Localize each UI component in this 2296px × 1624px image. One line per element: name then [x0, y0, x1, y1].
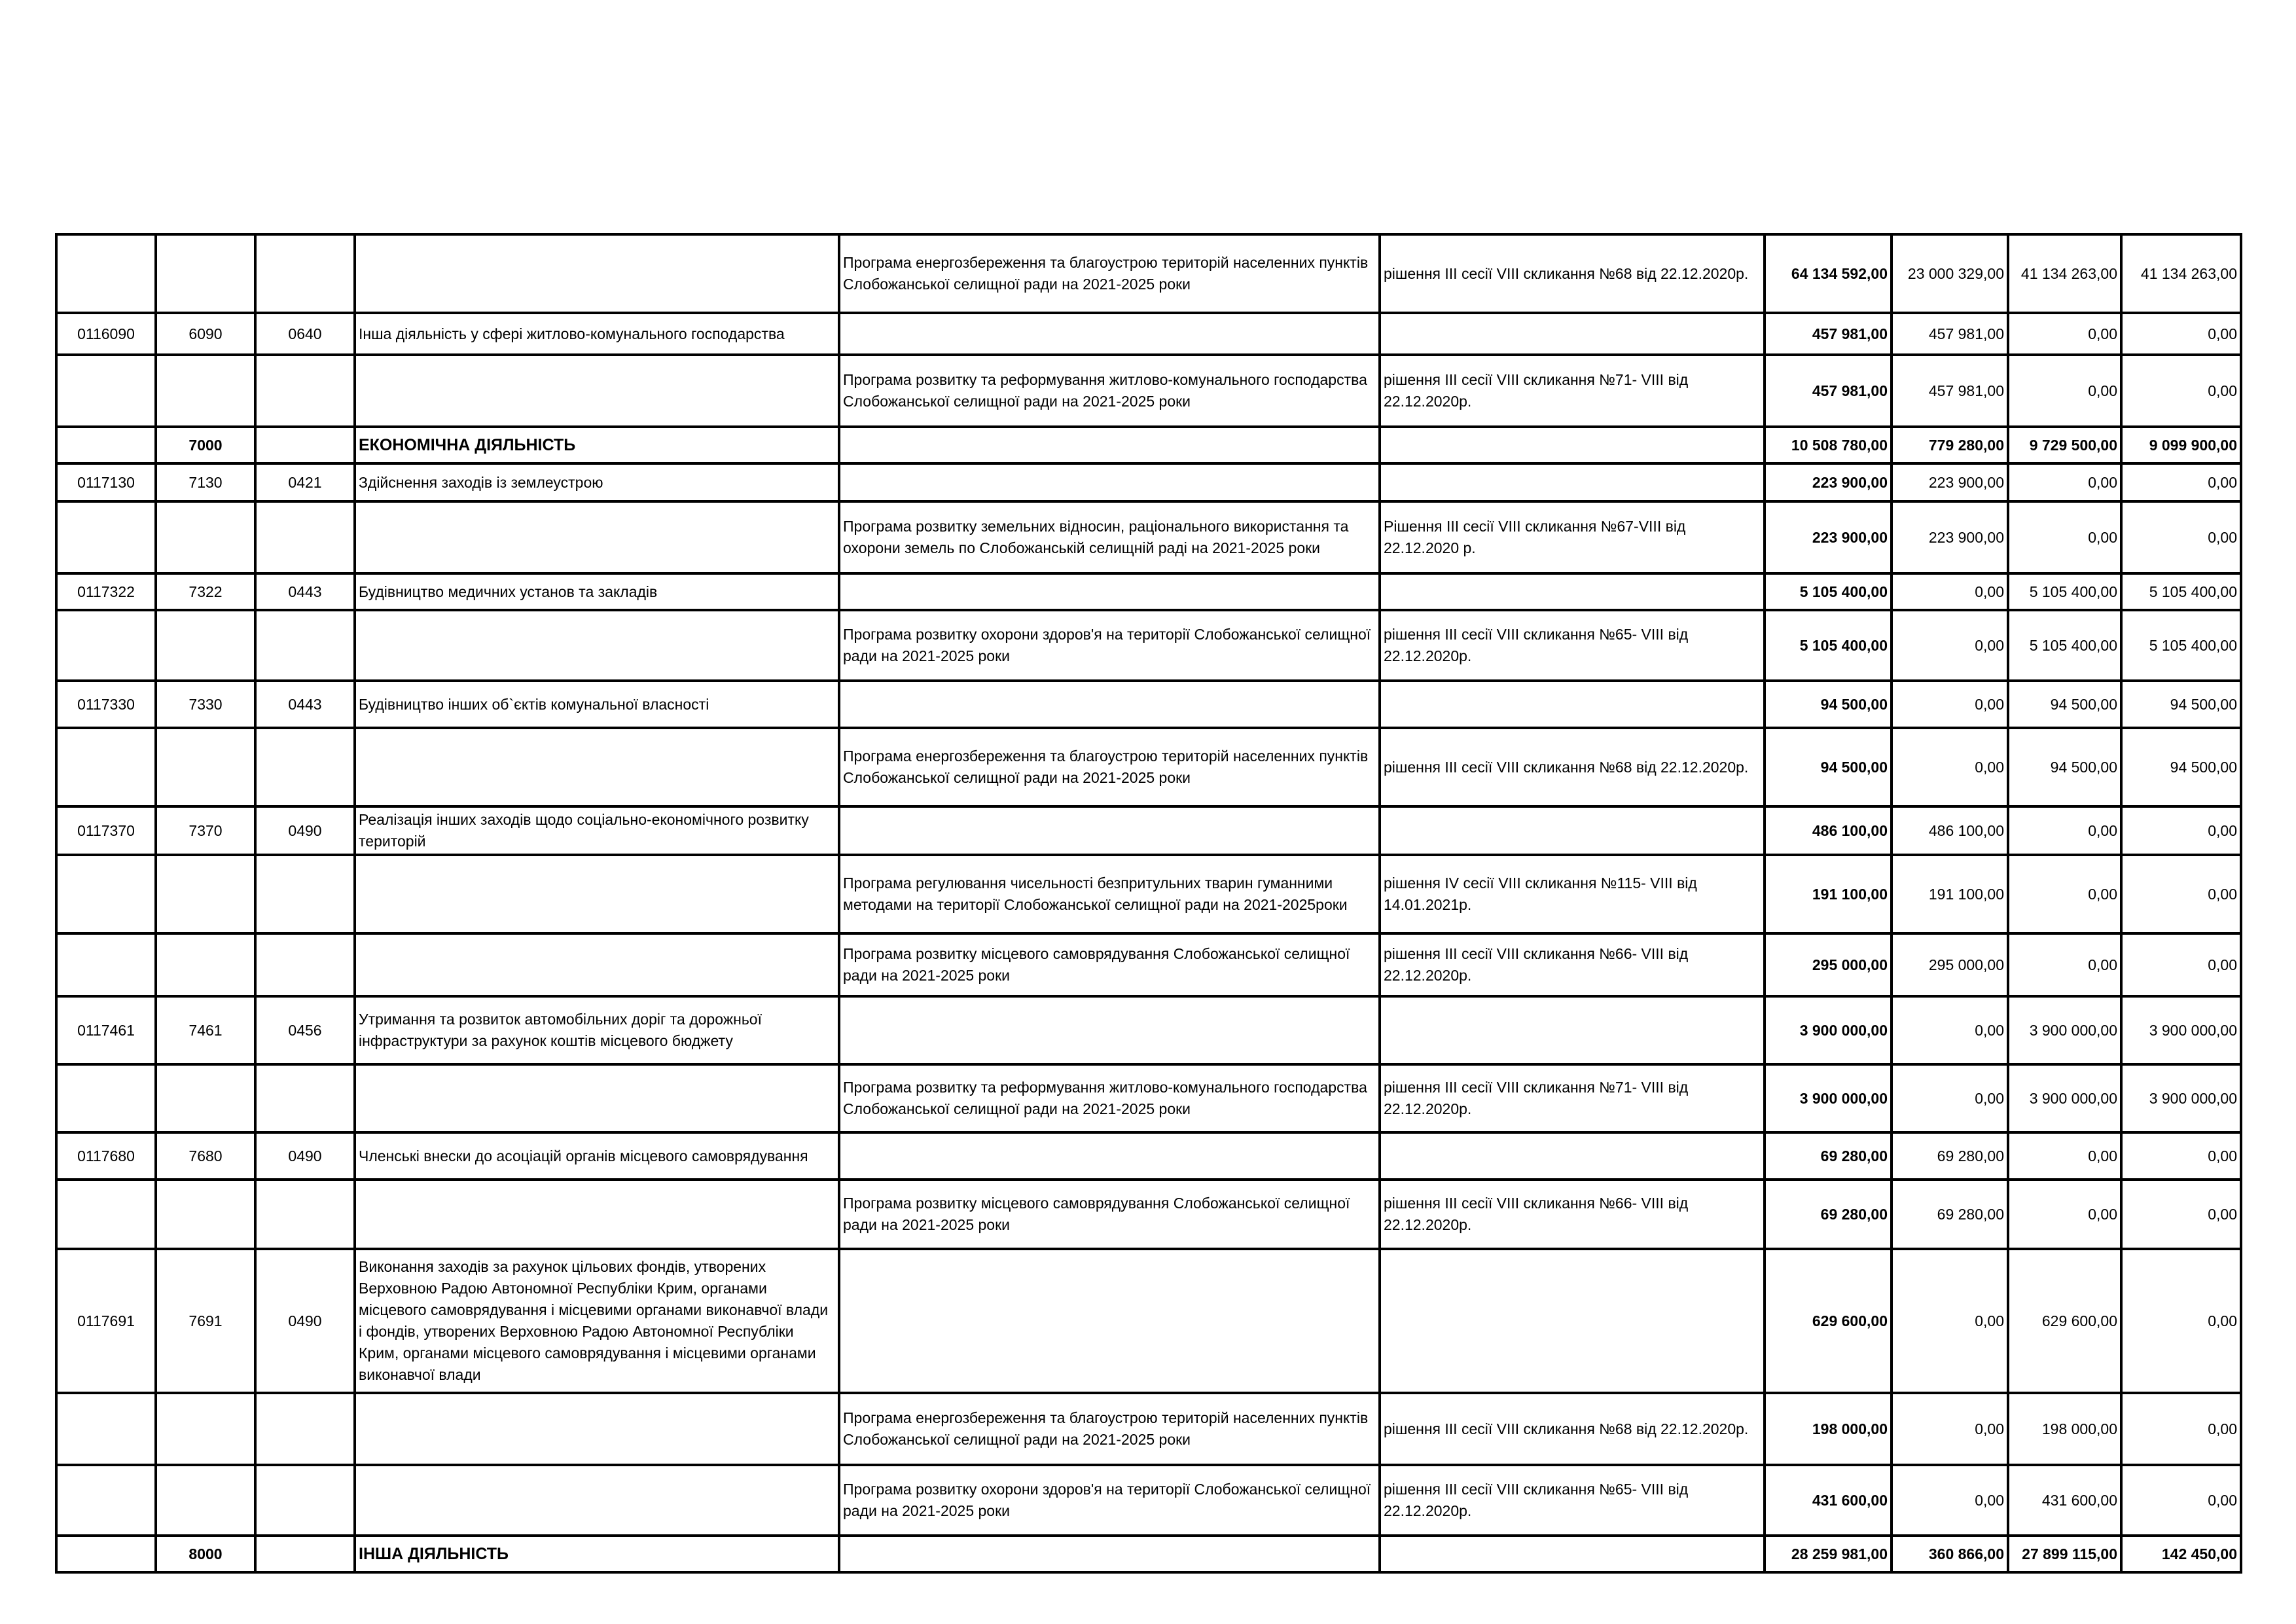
special-fund-cell: 0,00 — [2008, 313, 2121, 355]
kpkvk-code-cell — [56, 610, 156, 681]
local-program-cell — [839, 463, 1380, 501]
special-fund-cell: 5 105 400,00 — [2008, 610, 2121, 681]
general-fund-cell: 69 280,00 — [1892, 1132, 2008, 1180]
program-name-cell: Здійснення заходів із землеустрою — [355, 463, 839, 501]
development-budget-cell: 5 105 400,00 — [2121, 610, 2241, 681]
special-fund-cell: 0,00 — [2008, 1132, 2121, 1180]
approval-decision-cell: Рішення ІІІ сесії VIIІ скликання №67-VIII від 22.12.2020 р. — [1380, 501, 1765, 573]
local-program-cell: Програма розвитку місцевого самоврядування Слобожанської селищної ради на 2021-2025 роки — [839, 933, 1380, 996]
kfkvk-code-cell: 0640 — [255, 313, 355, 355]
kpkvk-code-cell — [56, 855, 156, 933]
local-program-cell — [839, 313, 1380, 355]
local-program-cell: Програма енергозбереження та благоустрою територій населенних пунктів Слобожанської селищної ради на 2021-2025 роки — [839, 1393, 1380, 1465]
kpkvk-code-cell: 0117691 — [56, 1249, 156, 1393]
approval-decision-cell: рішення ІІІ сесії VIIІ скликання №71- VIII від 22.12.2020р. — [1380, 355, 1765, 427]
kpkvk-type-cell: 7370 — [156, 806, 255, 855]
general-fund-cell: 0,00 — [1892, 573, 2008, 610]
kpkvk-code-cell: 0117370 — [56, 806, 156, 855]
kfkvk-code-cell: 0443 — [255, 681, 355, 728]
local-program-cell — [839, 806, 1380, 855]
kfkvk-code-cell: 0490 — [255, 1132, 355, 1180]
total-amount-cell: 64 134 592,00 — [1765, 234, 1892, 313]
development-budget-cell: 41 134 263,00 — [2121, 234, 2241, 313]
table-row — [56, 463, 2241, 501]
special-fund-cell: 5 105 400,00 — [2008, 573, 2121, 610]
total-amount-cell: 10 508 780,00 — [1765, 427, 1892, 463]
development-budget-cell: 0,00 — [2121, 463, 2241, 501]
special-fund-cell: 41 134 263,00 — [2008, 234, 2121, 313]
approval-decision-cell: рішення ІІІ сесії VIIІ скликання №66- VIII від 22.12.2020р. — [1380, 933, 1765, 996]
program-name-cell: Будівництво інших об`єктів комунальної власності — [355, 681, 839, 728]
table-row — [56, 355, 2241, 427]
general-fund-cell: 486 100,00 — [1892, 806, 2008, 855]
table-row — [56, 806, 2241, 855]
approval-decision-cell — [1380, 573, 1765, 610]
program-name-cell: Реалізація інших заходів щодо соціально-економічного розвитку територій — [355, 806, 839, 855]
table-row — [56, 1180, 2241, 1249]
kfkvk-code-cell — [255, 501, 355, 573]
kpkvk-code-cell: 0117322 — [56, 573, 156, 610]
approval-decision-cell: рішення ІІІ сесії VIIІ скликання №65- VIII від 22.12.2020р. — [1380, 1465, 1765, 1536]
special-fund-cell: 0,00 — [2008, 1180, 2121, 1249]
program-name-cell — [355, 610, 839, 681]
special-fund-cell: 3 900 000,00 — [2008, 1064, 2121, 1132]
kpkvk-type-cell: 7130 — [156, 463, 255, 501]
general-fund-cell: 0,00 — [1892, 728, 2008, 806]
special-fund-cell: 198 000,00 — [2008, 1393, 2121, 1465]
local-program-cell — [839, 1132, 1380, 1180]
general-fund-cell: 23 000 329,00 — [1892, 234, 2008, 313]
total-amount-cell: 69 280,00 — [1765, 1132, 1892, 1180]
program-name-cell: Інша діяльність у сфері житлово-комунального господарства — [355, 313, 839, 355]
total-amount-cell: 191 100,00 — [1765, 855, 1892, 933]
table-row — [56, 1064, 2241, 1132]
special-fund-cell: 431 600,00 — [2008, 1465, 2121, 1536]
approval-decision-cell — [1380, 996, 1765, 1064]
special-fund-cell: 0,00 — [2008, 355, 2121, 427]
kfkvk-code-cell — [255, 933, 355, 996]
kfkvk-code-cell: 0490 — [255, 1249, 355, 1393]
approval-decision-cell — [1380, 1536, 1765, 1572]
special-fund-cell: 9 729 500,00 — [2008, 427, 2121, 463]
total-amount-cell: 3 900 000,00 — [1765, 1064, 1892, 1132]
development-budget-cell: 94 500,00 — [2121, 728, 2241, 806]
table-row — [56, 728, 2241, 806]
general-fund-cell: 191 100,00 — [1892, 855, 2008, 933]
special-fund-cell: 3 900 000,00 — [2008, 996, 2121, 1064]
local-program-cell: Програма енергозбереження та благоустрою територій населенних пунктів Слобожанської селищної ради на 2021-2025 роки — [839, 728, 1380, 806]
special-fund-cell: 0,00 — [2008, 933, 2121, 996]
local-program-cell: Програма регулювання чисельності безпритульних тварин гуманними методами на території Слобожанської селищної ради на 2021-2025роки — [839, 855, 1380, 933]
general-fund-cell: 0,00 — [1892, 996, 2008, 1064]
general-fund-cell: 0,00 — [1892, 1393, 2008, 1465]
kpkvk-code-cell — [56, 1180, 156, 1249]
kpkvk-code-cell — [56, 355, 156, 427]
kpkvk-type-cell — [156, 355, 255, 427]
table-row — [56, 610, 2241, 681]
kpkvk-type-cell — [156, 933, 255, 996]
approval-decision-cell: рішення ІV сесії VIIІ скликання №115- VIII від 14.01.2021р. — [1380, 855, 1765, 933]
development-budget-cell: 0,00 — [2121, 1132, 2241, 1180]
approval-decision-cell — [1380, 427, 1765, 463]
development-budget-cell: 0,00 — [2121, 501, 2241, 573]
program-name-cell — [355, 728, 839, 806]
kfkvk-code-cell — [255, 1180, 355, 1249]
general-fund-cell: 457 981,00 — [1892, 355, 2008, 427]
general-fund-cell: 0,00 — [1892, 1064, 2008, 1132]
kpkvk-type-cell — [156, 234, 255, 313]
program-name-cell — [355, 234, 839, 313]
development-budget-cell: 3 900 000,00 — [2121, 1064, 2241, 1132]
kfkvk-code-cell — [255, 234, 355, 313]
kpkvk-code-cell — [56, 1393, 156, 1465]
approval-decision-cell — [1380, 313, 1765, 355]
total-amount-cell: 457 981,00 — [1765, 355, 1892, 427]
section-row — [56, 1536, 2241, 1572]
program-name-cell — [355, 1064, 839, 1132]
program-name-cell — [355, 1465, 839, 1536]
general-fund-cell: 69 280,00 — [1892, 1180, 2008, 1249]
kpkvk-type-cell — [156, 855, 255, 933]
kpkvk-type-cell: 7000 — [156, 427, 255, 463]
kpkvk-code-cell — [56, 501, 156, 573]
kpkvk-type-cell — [156, 1465, 255, 1536]
kfkvk-code-cell — [255, 1465, 355, 1536]
general-fund-cell: 360 866,00 — [1892, 1536, 2008, 1572]
table-row — [56, 1132, 2241, 1180]
kpkvk-type-cell — [156, 1180, 255, 1249]
program-name-cell — [355, 933, 839, 996]
general-fund-cell: 295 000,00 — [1892, 933, 2008, 996]
local-program-cell — [839, 427, 1380, 463]
program-name-cell — [355, 1180, 839, 1249]
total-amount-cell: 457 981,00 — [1765, 313, 1892, 355]
development-budget-cell: 94 500,00 — [2121, 681, 2241, 728]
total-amount-cell: 5 105 400,00 — [1765, 573, 1892, 610]
total-amount-cell: 295 000,00 — [1765, 933, 1892, 996]
kpkvk-type-cell: 6090 — [156, 313, 255, 355]
table-row — [56, 933, 2241, 996]
table-row — [56, 681, 2241, 728]
kpkvk-type-cell — [156, 728, 255, 806]
kpkvk-type-cell: 7330 — [156, 681, 255, 728]
special-fund-cell: 0,00 — [2008, 806, 2121, 855]
special-fund-cell: 629 600,00 — [2008, 1249, 2121, 1393]
budget-programs-table — [55, 233, 2242, 1574]
kfkvk-code-cell: 0490 — [255, 806, 355, 855]
total-amount-cell: 486 100,00 — [1765, 806, 1892, 855]
development-budget-cell: 0,00 — [2121, 933, 2241, 996]
general-fund-cell: 0,00 — [1892, 681, 2008, 728]
local-program-cell: Програма розвитку охорони здоров'я на території Слобожанської селищної ради на 2021-2025 роки — [839, 610, 1380, 681]
kfkvk-code-cell: 0421 — [255, 463, 355, 501]
kfkvk-code-cell — [255, 355, 355, 427]
kpkvk-code-cell — [56, 933, 156, 996]
special-fund-cell: 0,00 — [2008, 855, 2121, 933]
general-fund-cell: 0,00 — [1892, 1249, 2008, 1393]
kfkvk-code-cell — [255, 1393, 355, 1465]
total-amount-cell: 223 900,00 — [1765, 501, 1892, 573]
approval-decision-cell: рішення ІІІ сесії VIIІ скликання №71- VIII від 22.12.2020р. — [1380, 1064, 1765, 1132]
program-name-cell — [355, 355, 839, 427]
approval-decision-cell — [1380, 1132, 1765, 1180]
table-row — [56, 1465, 2241, 1536]
local-program-cell — [839, 1536, 1380, 1572]
local-program-cell: Програма розвитку та реформування житлово-комунального господарства Слобожанської селищної ради на 2021-2025 роки — [839, 355, 1380, 427]
approval-decision-cell — [1380, 681, 1765, 728]
local-program-cell: Програма розвитку та реформування житлово-комунального господарства Слобожанської селищної ради на 2021-2025 роки — [839, 1064, 1380, 1132]
special-fund-cell: 94 500,00 — [2008, 681, 2121, 728]
program-name-cell: Утримання та розвиток автомобільних доріг та дорожньої інфраструктури за рахунок коштів місцевого бюджету — [355, 996, 839, 1064]
local-program-cell: Програма розвитку охорони здоров'я на території Слобожанської селищної ради на 2021-2025 роки — [839, 1465, 1380, 1536]
table-row — [56, 1393, 2241, 1465]
local-program-cell — [839, 573, 1380, 610]
kpkvk-type-cell: 7680 — [156, 1132, 255, 1180]
approval-decision-cell — [1380, 1249, 1765, 1393]
approval-decision-cell — [1380, 806, 1765, 855]
kpkvk-code-cell — [56, 1536, 156, 1572]
kpkvk-code-cell — [56, 728, 156, 806]
total-amount-cell: 69 280,00 — [1765, 1180, 1892, 1249]
development-budget-cell: 5 105 400,00 — [2121, 573, 2241, 610]
kpkvk-type-cell: 7322 — [156, 573, 255, 610]
total-amount-cell: 94 500,00 — [1765, 681, 1892, 728]
kpkvk-code-cell — [56, 1465, 156, 1536]
kpkvk-type-cell — [156, 1064, 255, 1132]
kpkvk-code-cell: 0117680 — [56, 1132, 156, 1180]
kfkvk-code-cell — [255, 427, 355, 463]
kpkvk-code-cell: 0117130 — [56, 463, 156, 501]
approval-decision-cell: рішення ІІІ сесії VIIІ скликання №68 від 22.12.2020р. — [1380, 234, 1765, 313]
general-fund-cell: 0,00 — [1892, 1465, 2008, 1536]
kpkvk-type-cell: 7461 — [156, 996, 255, 1064]
development-budget-cell: 9 099 900,00 — [2121, 427, 2241, 463]
approval-decision-cell: рішення ІІІ сесії VIIІ скликання №68 від 22.12.2020р. — [1380, 1393, 1765, 1465]
general-fund-cell: 0,00 — [1892, 610, 2008, 681]
program-name-cell: Членські внески до асоціацій органів місцевого самоврядування — [355, 1132, 839, 1180]
section-title-cell: ЕКОНОМІЧНА ДІЯЛЬНІСТЬ — [355, 427, 839, 463]
kfkvk-code-cell: 0456 — [255, 996, 355, 1064]
kpkvk-type-cell — [156, 610, 255, 681]
total-amount-cell: 3 900 000,00 — [1765, 996, 1892, 1064]
total-amount-cell: 629 600,00 — [1765, 1249, 1892, 1393]
kpkvk-code-cell: 0116090 — [56, 313, 156, 355]
approval-decision-cell — [1380, 463, 1765, 501]
section-title-cell: ІНША ДІЯЛЬНІСТЬ — [355, 1536, 839, 1572]
development-budget-cell: 0,00 — [2121, 313, 2241, 355]
general-fund-cell: 457 981,00 — [1892, 313, 2008, 355]
kfkvk-code-cell — [255, 1064, 355, 1132]
kpkvk-code-cell: 0117330 — [56, 681, 156, 728]
special-fund-cell: 0,00 — [2008, 463, 2121, 501]
development-budget-cell: 0,00 — [2121, 1393, 2241, 1465]
table-row — [56, 573, 2241, 610]
program-name-cell: Виконання заходів за рахунок цільових фондів, утворених Верховною Радою Автономної Республіки Крим, органами місцевого самоврядування і місцевими органами виконавчої влади і фондів, утворених Верховною Радою Автономної Республіки Крим, органами місцевого самоврядування і місцевими органами виконавчої влади — [355, 1249, 839, 1393]
development-budget-cell: 0,00 — [2121, 806, 2241, 855]
total-amount-cell: 94 500,00 — [1765, 728, 1892, 806]
development-budget-cell: 3 900 000,00 — [2121, 996, 2241, 1064]
kpkvk-type-cell — [156, 1393, 255, 1465]
kpkvk-code-cell — [56, 234, 156, 313]
table-row — [56, 996, 2241, 1064]
kpkvk-code-cell — [56, 1064, 156, 1132]
kfkvk-code-cell — [255, 610, 355, 681]
local-program-cell — [839, 681, 1380, 728]
general-fund-cell: 223 900,00 — [1892, 463, 2008, 501]
development-budget-cell: 0,00 — [2121, 1180, 2241, 1249]
total-amount-cell: 223 900,00 — [1765, 463, 1892, 501]
general-fund-cell: 223 900,00 — [1892, 501, 2008, 573]
table-row — [56, 501, 2241, 573]
total-amount-cell: 431 600,00 — [1765, 1465, 1892, 1536]
development-budget-cell: 0,00 — [2121, 355, 2241, 427]
special-fund-cell: 94 500,00 — [2008, 728, 2121, 806]
total-amount-cell: 5 105 400,00 — [1765, 610, 1892, 681]
kpkvk-code-cell — [56, 427, 156, 463]
special-fund-cell: 0,00 — [2008, 501, 2121, 573]
total-amount-cell: 28 259 981,00 — [1765, 1536, 1892, 1572]
kpkvk-code-cell: 0117461 — [56, 996, 156, 1064]
local-program-cell — [839, 1249, 1380, 1393]
program-name-cell — [355, 855, 839, 933]
local-program-cell: Програма енергозбереження та благоустрою територій населенних пунктів Слобожанської селищної ради на 2021-2025 роки — [839, 234, 1380, 313]
special-fund-cell: 27 899 115,00 — [2008, 1536, 2121, 1572]
approval-decision-cell: рішення ІІІ сесії VIIІ скликання №65- VIII від 22.12.2020р. — [1380, 610, 1765, 681]
kfkvk-code-cell — [255, 1536, 355, 1572]
program-name-cell — [355, 501, 839, 573]
table-row — [56, 1249, 2241, 1393]
program-name-cell: Будівництво медичних установ та закладів — [355, 573, 839, 610]
section-row — [56, 427, 2241, 463]
kfkvk-code-cell — [255, 728, 355, 806]
development-budget-cell: 0,00 — [2121, 1465, 2241, 1536]
local-program-cell: Програма розвитку місцевого самоврядування Слобожанської селищної ради на 2021-2025 роки — [839, 1180, 1380, 1249]
local-program-cell: Програма розвитку земельних відносин, раціонального використання та охорони земель по Слобожанській селищній раді на 2021-2025 роки — [839, 501, 1380, 573]
table-row — [56, 234, 2241, 313]
program-name-cell — [355, 1393, 839, 1465]
local-program-cell — [839, 996, 1380, 1064]
development-budget-cell: 0,00 — [2121, 855, 2241, 933]
kfkvk-code-cell: 0443 — [255, 573, 355, 610]
approval-decision-cell: рішення ІІІ сесії VIIІ скликання №66- VIII від 22.12.2020р. — [1380, 1180, 1765, 1249]
table-row — [56, 855, 2241, 933]
total-amount-cell: 198 000,00 — [1765, 1393, 1892, 1465]
development-budget-cell: 142 450,00 — [2121, 1536, 2241, 1572]
kfkvk-code-cell — [255, 855, 355, 933]
development-budget-cell: 0,00 — [2121, 1249, 2241, 1393]
kpkvk-type-cell: 7691 — [156, 1249, 255, 1393]
approval-decision-cell: рішення ІІІ сесії VIIІ скликання №68 від 22.12.2020р. — [1380, 728, 1765, 806]
kpkvk-type-cell — [156, 501, 255, 573]
table-row — [56, 313, 2241, 355]
kpkvk-type-cell: 8000 — [156, 1536, 255, 1572]
general-fund-cell: 779 280,00 — [1892, 427, 2008, 463]
